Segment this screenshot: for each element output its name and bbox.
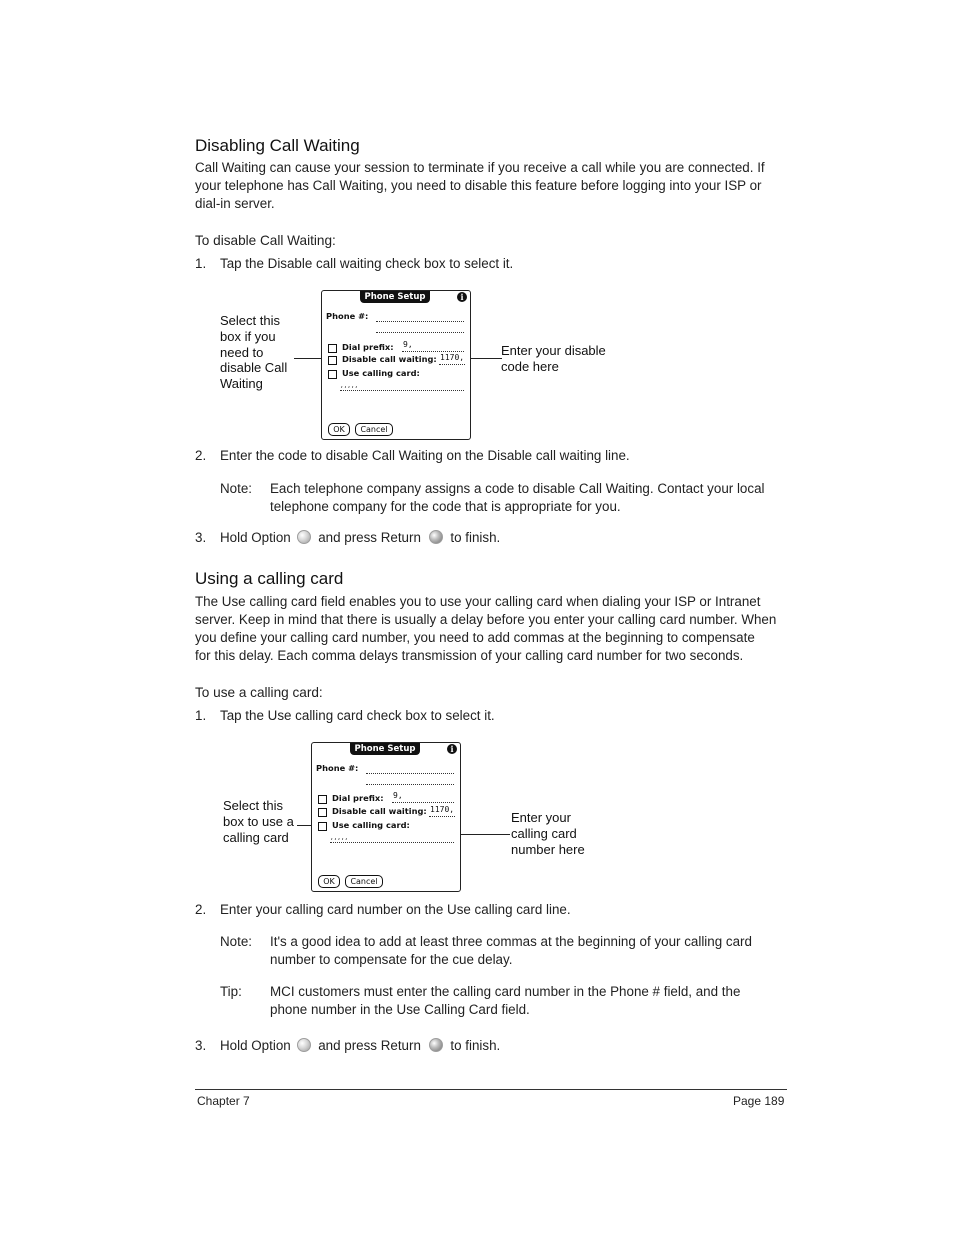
palm-title-bar [350,743,420,755]
cancel-button[interactable]: Cancel [345,875,383,888]
section-heading-calling-card: Using a calling card [195,569,344,588]
intro-line: server. Keep in mind that there is usually a delay before you enter your calling card number. When [195,612,777,627]
option-key-icon [297,1038,311,1052]
phone-number-label: Phone #: [316,763,359,773]
note-text [270,933,752,969]
step-text-part: and press Return [318,530,421,545]
step-number: 2. [195,448,207,463]
callout-enter-card-number [511,810,585,857]
phone-number-field-line2 [376,332,464,333]
calling-card-intro [195,593,776,665]
intro-line: dial-in server. [195,196,275,211]
calling-card-value: ,,,,, [340,382,359,389]
calling-card-field[interactable] [340,390,464,391]
palm-phone-setup-screen [311,742,461,892]
dial-prefix-checkbox[interactable] [328,344,337,353]
dial-prefix-value: 9, [403,340,413,349]
disable-call-waiting-value: 1170, [440,353,465,362]
callout-line: calling card [511,825,577,841]
tip-line: MCI customers must enter the calling card number in the Phone # field, and the [270,984,741,999]
step-text: Enter the code to disable Call Waiting on the Disable call waiting line. [220,448,630,463]
callout-enter-code [501,343,606,375]
tip-label: Tip: [220,984,242,999]
step-number: 1. [195,708,207,723]
intro-line: Call Waiting can cause your session to terminate if you receive a call while you are connected. If [195,160,765,175]
callout-line: Waiting [220,376,263,392]
callout-line: box to use a [223,813,294,829]
callout-line: number here [511,841,585,857]
dial-prefix-value: 9, [393,791,403,800]
ok-button[interactable]: OK [318,875,340,888]
step-text [220,529,500,547]
calling-card-value: ,,,,, [330,834,349,841]
palm-title: Phone Setup [354,744,416,754]
tip-text [270,983,740,1019]
palm-phone-setup-screen [321,290,471,440]
step-text: Tap the Disable call waiting check box to select it. [220,256,514,271]
cancel-button[interactable]: Cancel [355,423,393,436]
disable-call-waiting-field[interactable] [439,364,465,365]
note-line: telephone company for the code that is appropriate for you. [270,499,621,514]
phone-number-field[interactable] [376,321,464,322]
callout-line: Enter your disable [501,343,606,358]
step-number: 3. [195,530,207,545]
intro-line: your telephone has Call Waiting, you need to disable this feature before logging into your ISP or [195,178,762,193]
calling-card-field[interactable] [330,842,454,843]
calling-card-checkbox[interactable] [318,822,327,831]
dial-prefix-field[interactable] [402,351,464,352]
palm-title-bar [360,291,430,303]
tip-line: phone number in the Use Calling Card field. [270,1002,530,1017]
disable-call-waiting-label: Disable call waiting: [342,354,437,364]
note-line: It's a good idea to add at least three commas at the beginning of your calling card [270,934,752,949]
procedure-heading-calling-card: To use a calling card: [195,685,323,700]
phone-number-label: Phone #: [326,311,369,321]
callout-line: code here [501,358,559,374]
note-text [270,480,765,516]
intro-line: The Use calling card field enables you to use your calling card when dialing your ISP or Intranet [195,594,761,609]
step-number: 1. [195,256,207,271]
step-text-part: to finish. [450,1038,501,1053]
callout-line: Enter your [511,810,571,825]
step-text [220,1037,500,1055]
note-label: Note: [220,934,253,949]
callout-select-box [220,313,287,392]
step-text-part: Hold Option [220,1038,291,1053]
dial-prefix-label: Dial prefix: [342,342,394,352]
calling-card-label: Use calling card: [332,820,410,830]
step-text: Enter your calling card number on the Use calling card line. [220,902,571,917]
intro-line: for this delay. Each comma delays transmission of your calling card number for two seconds. [195,648,744,663]
callout-line: Select this [223,798,283,813]
footer-rule [195,1089,787,1090]
step-text-part: Hold Option [220,530,291,545]
intro-line: you define your calling card number, you need to add commas at the beginning to compensate [195,630,755,645]
option-key-icon [297,530,311,544]
calling-card-checkbox[interactable] [328,370,337,379]
dial-prefix-label: Dial prefix: [332,793,384,803]
disable-call-waiting-checkbox[interactable] [318,808,327,817]
callout-line: Select this [220,313,280,328]
step-text-part: to finish. [450,530,501,545]
info-icon[interactable]: i [457,292,467,302]
info-icon[interactable]: i [447,744,457,754]
return-key-icon [429,1038,443,1052]
procedure-heading-disable: To disable Call Waiting: [195,233,336,248]
phone-number-field[interactable] [366,773,454,774]
palm-title: Phone Setup [364,292,426,302]
ok-button[interactable]: OK [328,423,350,436]
footer-page-number: Page 189 [733,1094,785,1108]
disable-call-waiting-label: Disable call waiting: [332,806,427,816]
step-number: 2. [195,902,207,917]
callout-line: calling card [223,829,289,845]
callout-line: need to [220,344,264,360]
step-text: Tap the Use calling card check box to select it. [220,708,495,723]
disable-call-waiting-value: 1170, [430,805,455,814]
callout-select-box [223,798,294,845]
note-line: number to compensate for the cue delay. [270,952,513,967]
step-text-part: and press Return [318,1038,421,1053]
footer-chapter: Chapter 7 [197,1094,250,1108]
phone-number-field-line2 [366,784,454,785]
callout-line: box if you [220,328,276,344]
step-number: 3. [195,1038,207,1053]
dial-prefix-field[interactable] [392,802,454,803]
disable-call-waiting-field[interactable] [429,816,455,817]
note-label: Note: [220,481,253,496]
disable-call-waiting-checkbox[interactable] [328,356,337,365]
return-key-icon [429,530,443,544]
note-line: Each telephone company assigns a code to disable Call Waiting. Contact your local [270,481,765,496]
callout-line: disable Call [220,360,288,376]
dial-prefix-checkbox[interactable] [318,795,327,804]
section-heading-call-waiting: Disabling Call Waiting [195,136,360,155]
calling-card-label: Use calling card: [342,368,420,378]
call-waiting-intro [195,159,765,213]
